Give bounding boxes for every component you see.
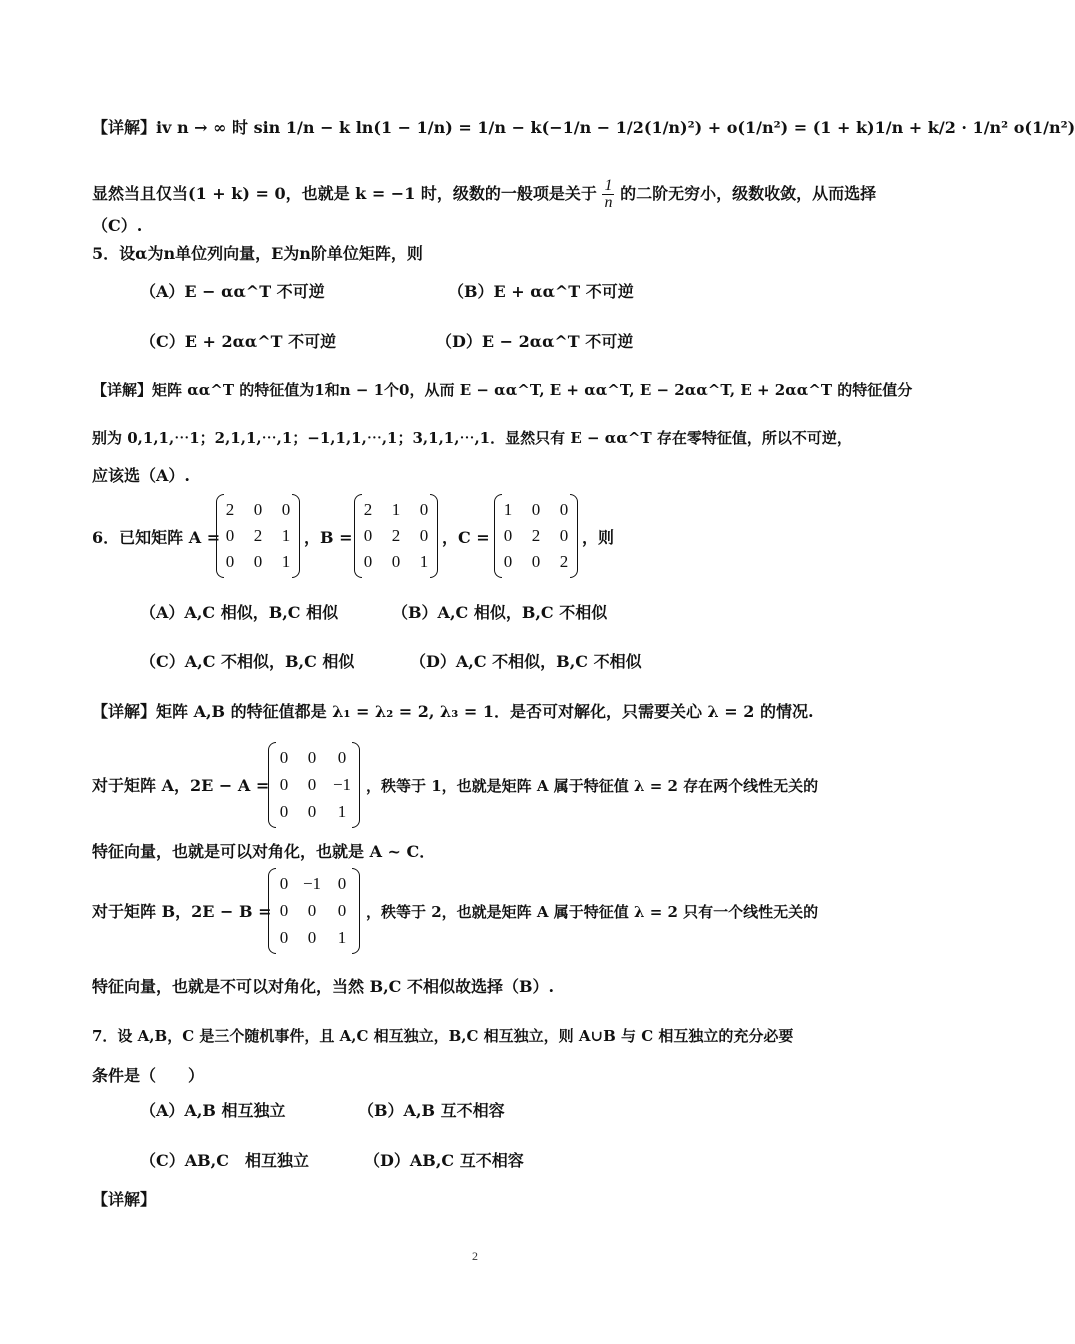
matrix-a-cell: 0: [225, 552, 235, 571]
matrix-2ea-cell: 0: [279, 802, 289, 821]
question-6-c-label: ，C =: [442, 528, 490, 547]
q7-option-d: （D）AB,C 互不相容: [364, 1151, 524, 1170]
detail-5-line-1: 【详解】矩阵 αα^T 的特征值为1和n − 1个0，从而 E − αα^T, E + αα^T, E − 2αα^T, E + 2αα^T 的特征值分: [92, 381, 913, 399]
matrix-c-cell: 2: [531, 526, 541, 545]
matrix-2eb-cell: 0: [279, 928, 289, 947]
question-7-line-2: 条件是（ ）: [92, 1066, 205, 1085]
matrix-c-cell: 0: [503, 552, 513, 571]
matrix-b-cell: 0: [363, 526, 373, 545]
matrix-2ea-cell: 0: [307, 748, 317, 767]
question-5: 5．设α为n单位列向量，E为n阶单位矩阵，则: [92, 244, 423, 263]
matrix-2eb-cell: 0: [279, 901, 289, 920]
detail-6-line-5: 特征向量，也就是不可以对角化，当然 B,C 不相似故选择（B）.: [92, 977, 555, 996]
matrix-b-cell: 0: [363, 552, 373, 571]
matrix-b-cell: 2: [391, 526, 401, 545]
matrix-2ea-cell: 1: [337, 802, 347, 821]
question-7-line-1: 7．设 A,B，C 是三个随机事件，且 A,C 相互独立，B,C 相互独立，则 A∪B 与 C 相互独立的充分必要: [92, 1027, 794, 1045]
matrix-a-cell: 2: [253, 526, 263, 545]
q5-option-c: （C）E + 2αα^T 不可逆: [140, 332, 337, 351]
detail-6-line-2-prefix: 对于矩阵 A，2E − A =: [92, 776, 270, 795]
detail-5-line-3: 应该选（A）.: [92, 466, 190, 485]
matrix-c-cell: 0: [531, 500, 541, 519]
detail-4-conclusion-text: 显然当且仅当(1 + k) = 0，也就是 k = −1 时，级数的一般项是关于: [92, 184, 597, 203]
matrix-2eb-cell: 0: [307, 928, 317, 947]
detail-4-answer: （C）.: [92, 216, 143, 235]
q6-option-d: （D）A,C 不相似，B,C 不相似: [410, 652, 642, 671]
matrix-2ea-cell: 0: [279, 775, 289, 794]
matrix-c-cell: 0: [503, 526, 513, 545]
q5-option-a: （A）E − αα^T 不可逆: [140, 282, 325, 301]
matrix-2e-minus-a: [268, 742, 360, 828]
matrix-2ea-cell: 0: [307, 802, 317, 821]
matrix-a-cell: 1: [281, 526, 291, 545]
matrix-c-cell: 0: [531, 552, 541, 571]
detail-7-heading: 【详解】: [92, 1190, 157, 1209]
matrix-a-cell: 0: [281, 500, 291, 519]
detail-6-line-4-prefix: 对于矩阵 B，2E − B =: [92, 902, 272, 921]
matrix-2eb-cell: −1: [302, 874, 322, 893]
question-6-suffix: ，则: [582, 528, 615, 547]
matrix-b-cell: 0: [419, 500, 429, 519]
matrix-c-cell: 1: [503, 500, 513, 519]
q7-option-b: （B）A,B 互不相容: [358, 1101, 505, 1120]
matrix-2ea-cell: 0: [307, 775, 317, 794]
matrix-b: [354, 494, 438, 578]
matrix-b-cell: 2: [363, 500, 373, 519]
matrix-2e-minus-b: [268, 868, 360, 954]
fraction-numerator: 1: [604, 177, 613, 194]
detail-6-line-4-suffix: ，秩等于 2，也就是矩阵 A 属于特征值 λ = 2 只有一个线性无关的: [366, 903, 819, 921]
matrix-b-cell: 0: [391, 552, 401, 571]
q7-option-a: （A）A,B 相互独立: [140, 1101, 286, 1120]
fraction-1-over-n: [602, 178, 614, 211]
matrix-a-cell: 1: [281, 552, 291, 571]
matrix-c-cell: 0: [559, 526, 569, 545]
matrix-2eb-cell: 0: [307, 901, 317, 920]
detail-6-line-3: 特征向量，也就是可以对角化，也就是 A ~ C．: [92, 842, 436, 861]
matrix-c: [494, 494, 578, 578]
matrix-b-cell: 1: [391, 500, 401, 519]
matrix-a-cell: 2: [225, 500, 235, 519]
matrix-2eb-cell: 0: [337, 874, 347, 893]
q6-option-a: （A）A,C 相似，B,C 相似: [140, 603, 339, 622]
detail-4-formula: 【详解】iv n → ∞ 时 sin 1/n − k ln(1 − 1/n) = 1/n − k(−1/n − 1/2(1/n)²) + o(1/n²) = (1 + k)1/n + k/2 · 1/n² o(1/n²): [92, 118, 1075, 137]
matrix-a-cell: 0: [225, 526, 235, 545]
detail-6-line-1: 【详解】矩阵 A,B 的特征值都是 λ₁ = λ₂ = 2, λ₃ = 1．是否可对解化，只需要关心 λ = 2 的情况.: [92, 702, 814, 721]
matrix-c-cell: 0: [559, 500, 569, 519]
detail-6-line-2-suffix: ，秩等于 1，也就是矩阵 A 属于特征值 λ = 2 存在两个线性无关的: [366, 777, 819, 795]
detail-4-conclusion-tail: 的二阶无穷小，级数收敛，从而选择: [620, 184, 877, 203]
q5-option-d: （D）E − 2αα^T 不可逆: [436, 332, 634, 351]
fraction-denominator: n: [604, 194, 613, 211]
q6-option-c: （C）A,C 不相似，B,C 相似: [140, 652, 355, 671]
matrix-2ea-cell: 0: [279, 748, 289, 767]
q5-option-b: （B）E + αα^T 不可逆: [448, 282, 634, 301]
matrix-2eb-cell: 1: [337, 928, 347, 947]
matrix-b-cell: 1: [419, 552, 429, 571]
q7-option-c: （C）AB,C 相互独立: [140, 1151, 309, 1170]
matrix-2eb-cell: 0: [279, 874, 289, 893]
matrix-2ea-cell: 0: [337, 748, 347, 767]
question-6-b-label: ，B =: [304, 528, 353, 547]
matrix-c-cell: 2: [559, 552, 569, 571]
matrix-2ea-cell: −1: [332, 775, 352, 794]
detail-4-conclusion: [92, 178, 876, 211]
q6-option-b: （B）A,C 相似，B,C 不相似: [392, 603, 608, 622]
matrix-a-cell: 0: [253, 500, 263, 519]
question-6-prefix: 6．已知矩阵 A =: [92, 528, 221, 547]
matrix-a-cell: 0: [253, 552, 263, 571]
matrix-a: [216, 494, 300, 578]
matrix-b-cell: 0: [419, 526, 429, 545]
matrix-2eb-cell: 0: [337, 901, 347, 920]
page-number: 2: [472, 1249, 478, 1263]
detail-5-line-2: 别为 0,1,1,⋯1；2,1,1,⋯,1；−1,1,1,⋯,1；3,1,1,⋯,1．显然只有 E − αα^T 存在零特征值，所以不可逆，: [92, 429, 852, 447]
